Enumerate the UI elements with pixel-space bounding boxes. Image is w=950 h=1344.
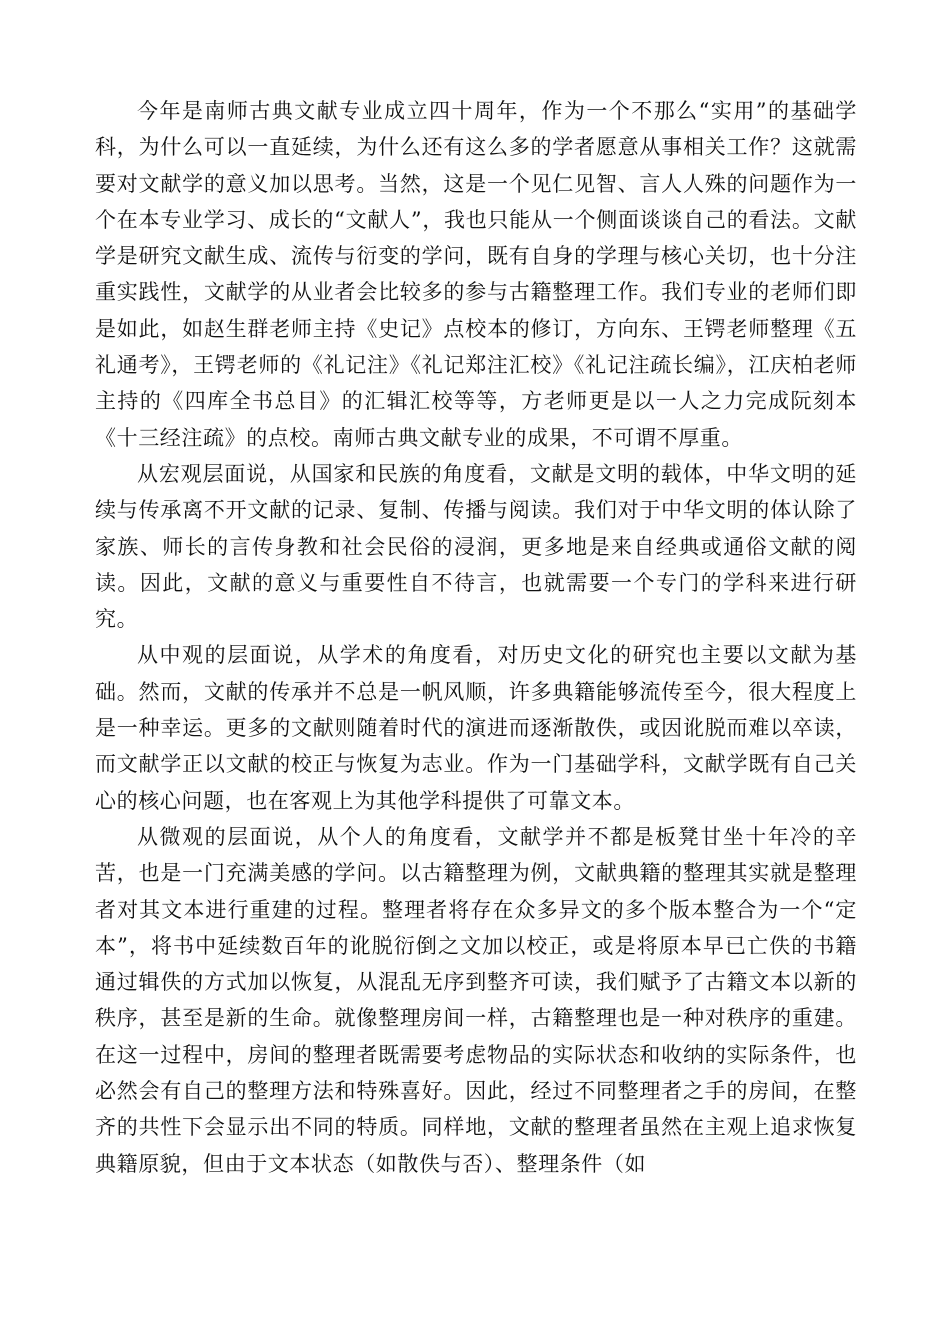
article-body bbox=[95, 93, 857, 1182]
paragraph-2: 从宏观层面说，从国家和民族的角度看，文献是文明的载体，中华文明的延续与传承离不开文献的记录、复制、传播与阅读。我们对于中华文明的体认除了家族、师长的言传身教和社会民俗的浸润，更多地是来自经典或通俗文献的阅读。因此，文献的意义与重要性自不待言，也就需要一个专门的学科来进行研究。 bbox=[95, 461, 857, 632]
paragraph-3: 从中观的层面说，从学术的角度看，对历史文化的研究也主要以文献为基础。然而，文献的传承并不总是一帆风顺，许多典籍能够流传至今，很大程度上是一种幸运。更多的文献则随着时代的演进而逐渐散佚，或因讹脱而难以卒读，而文献学正以文献的校正与恢复为志业。作为一门基础学科，文献学既有自己关心的核心问题，也在客观上为其他学科提供了可靠文本。 bbox=[95, 643, 857, 813]
paragraph-4: 从微观的层面说，从个人的角度看，文献学并不都是板凳甘坐十年冷的辛苦，也是一门充满美感的学问。以古籍整理为例，文献典籍的整理其实就是整理者对其文本进行重建的过程。整理者将存在众多异文的多个版本整合为一个“定本”，将书中延续数百年的讹脱衍倒之文加以校正，或是将原本早已亡佚的书籍通过辑佚的方式加以恢复，从混乱无序到整齐可读，我们赋予了古籍文本以新的秩序，甚至是新的生命。就像整理房间一样，古籍整理也是一种对秩序的重建。在这一过程中，房间的整理者既需要考虑物品的实际状态和收纳的实际条件，也必然会有自己的整理方法和特殊喜好。因此，经过不同整理者之手的房间，在整齐的共性下会显示出不同的特质。同样地，文献的整理者虽然在主观上追求恢复典籍原貌，但由于文本状态（如散佚与否）、整理条件（如 bbox=[95, 824, 857, 1176]
paragraph-1: 今年是南师古典文献专业成立四十周年，作为一个不那么“实用”的基础学科，为什么可以一直延续，为什么还有这么多的学者愿意从事相关工作？这就需要对文献学的意义加以思考。当然，这是一个见仁见智、言人人殊的问题作为一个在本专业学习、成长的“文献人”，我也只能从一个侧面谈谈自己的看法。文献学是研究文献生成、流传与衍变的学问，既有自身的学理与核心关切，也十分注重实践性，文献学的从业者会比较多的参与古籍整理工作。我们专业的老师们即是如此，如赵生群老师主持《史记》点校本的修订，方向东、王锷老师整理《五礼通考》，王锷老师的《礼记注》《礼记郑注汇校》《礼记注疏长编》，江庆柏老师主持的《四库全书总目》的汇辑汇校等等，方老师更是以一人之力完成阮刻本《十三经注疏》的点校。南师古典文献专业的成果，不可谓不厚重。 bbox=[95, 99, 857, 450]
